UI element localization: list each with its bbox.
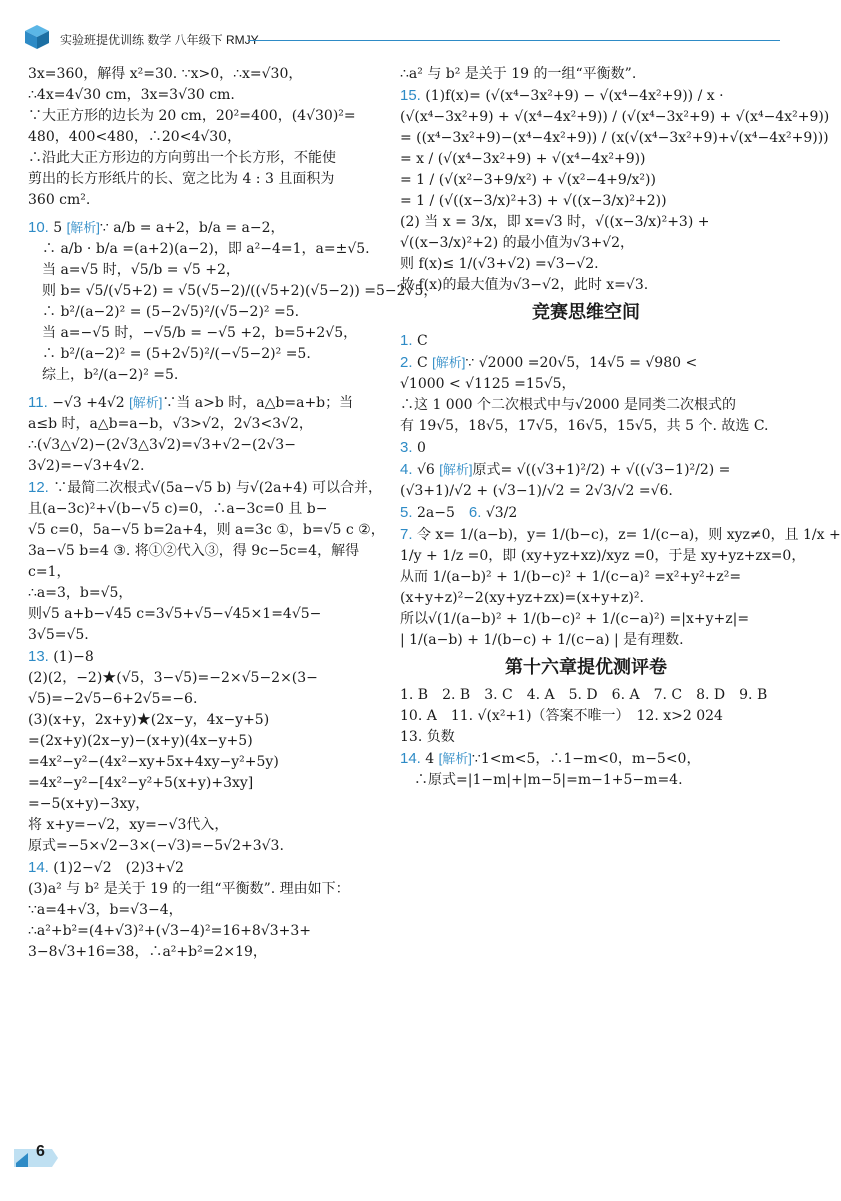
line-text: 4 [420, 751, 439, 767]
line-text: ∴沿此大正方形边的方向剪出一个长方形，不能使 [28, 150, 336, 166]
line-text: = x / (√(x⁴−3x²+9) + √(x⁴−4x²+9)) [400, 151, 646, 167]
text-line [400, 502, 772, 524]
page-header [0, 0, 800, 62]
line-text: ∴a² 与 b² 是关于 19 的一组“平衡数”. [400, 66, 637, 82]
line-text: =4x²−y²−(4x²−xy+5x+4xy−y²+5y) [28, 754, 279, 770]
text-line [28, 499, 383, 520]
text-line [28, 900, 383, 921]
section-title: 竞赛思维空间 [532, 302, 640, 323]
text-line [28, 921, 383, 942]
text-line [28, 794, 383, 815]
text-line [400, 481, 772, 502]
line-text: (3)(x+y，2x+y)★(2x−y，4x−y+5) [28, 712, 270, 728]
line-text: C [412, 333, 428, 349]
text-line [400, 395, 772, 416]
line-text: C [412, 355, 433, 371]
text-line [400, 275, 772, 296]
text-line [28, 879, 383, 900]
line-text: 所以√(1/(a−b)² + 1/(b−c)² + 1/(c−a)²) =|x+y+z|= [400, 611, 750, 627]
question-number: 4. [400, 461, 413, 478]
line-text: (2) 当 x = 3/x，即 x=√3 时，√((x−3/x)²+3) + [400, 214, 710, 230]
line-text: 1. B 2. B 3. C 4. A 5. D 6. A 7. C 8. D 9. B [400, 687, 768, 703]
line-text: 综上，b²/(a−2)² =5. [28, 367, 179, 383]
text-line [28, 689, 383, 710]
line-text: ∵大正方形的边长为 20 cm，20²=400，(4√30)²= [28, 108, 356, 124]
text-line [28, 106, 383, 127]
line-text: 当 a=−√5 时，−√5/b = −√5 +2，b=5+2√5， [28, 325, 358, 341]
line-text: = 1 / (√(x²−3+9/x²) + √(x²−4+9/x²)) [400, 172, 656, 188]
text-line [400, 107, 830, 128]
text-line [400, 128, 829, 149]
question-number: 10. [28, 219, 49, 236]
line-text: 480，400<480，∴20<4√30， [28, 129, 242, 145]
line-text: ∴a²+b²=(4+√3)²+(√3−4)²=16+8√3+3+ [28, 923, 312, 939]
text-line [400, 416, 772, 437]
text-line [28, 477, 383, 499]
text-line [28, 344, 383, 365]
header-title: 实验班提优训练 数学 八年级下 RMJY [60, 33, 259, 47]
text-line [28, 365, 383, 386]
text-line [400, 64, 772, 85]
question-number: 14. [400, 750, 421, 767]
line-text: √6 [412, 462, 440, 478]
line-text: 3−8√3+16=38，∴a²+b²=2×19， [28, 944, 267, 960]
line-text: (2)(2，−2)★(√5，3−√5)=−2×√5−2×(3− [28, 670, 318, 686]
text-line [28, 392, 383, 414]
line-text: (√(x⁴−3x²+9) + √(x⁴−4x²+9)) / (√(x⁴−3x²+9) + √(x⁴−4x²+9)) [400, 109, 830, 125]
text-line [400, 770, 772, 791]
text-line [28, 323, 383, 344]
text-line [400, 191, 772, 212]
line-text: ∴ a/b · b/a =(a+2)(a−2)，即 a²−4=1，a=±√5. [28, 241, 370, 257]
line-text: (1)f(x)= (√(x⁴−3x²+9) − √(x⁴−4x²+9)) / x · [420, 88, 724, 104]
question-number: 12. [28, 479, 49, 496]
text-line [28, 646, 383, 668]
question-number: 2. [400, 354, 413, 371]
line-text: = ((x⁴−3x²+9)−(x⁴−4x²+9)) / (x(√(x⁴−3x²+9)+√(x⁴−4x²+9))) [400, 130, 829, 146]
line-text: (1)2−√2 (2)3+√2 [48, 860, 184, 876]
line-text: 360 cm². [28, 192, 91, 208]
text-line [28, 583, 383, 604]
text-line [28, 414, 383, 435]
question-number: 14. [28, 859, 49, 876]
line-text: ∵ √2000 =20√5，14√5 = √980 < [465, 355, 698, 371]
line-text: √3/2 [481, 505, 518, 521]
line-text: 2a−5 [412, 505, 469, 521]
line-text: 10. A 11. √(x²+1)（答案不唯一） 12. x>2 024 [400, 708, 723, 724]
line-text: ∴原式=|1−m|+|m−5|=m−1+5−m=4. [400, 772, 683, 788]
line-text: ∴这 1 000 个二次根式中与√2000 是同类二次根式的 [400, 397, 736, 413]
text-line [400, 609, 772, 630]
text-line [28, 815, 383, 836]
line-text: −√3 +4√2 [47, 395, 130, 411]
text-line [400, 748, 772, 770]
text-line [400, 233, 772, 254]
line-text: (√3+1)/√2 + (√3−1)/√2 = 2√3/√2 =√6. [400, 483, 673, 499]
text-line [28, 190, 383, 211]
line-text: √((x−3/x)²+2) 的最小值为√3+√2， [400, 235, 635, 251]
text-line [28, 752, 383, 773]
line-text: a≤b 时，a△b=a−b，√3>√2，2√3<3√2， [28, 416, 313, 432]
text-line [400, 727, 772, 748]
text-line [28, 148, 383, 169]
line-text: 且(a−3c)²+√(b−√5 c)=0，∴a−3c=0 且 b− [28, 501, 328, 517]
line-text: 0 [412, 440, 426, 456]
question-number: 6. [468, 504, 482, 521]
analysis-tag: [解析] [66, 220, 100, 235]
line-text: 1/y + 1/z =0，即 (xy+yz+xz)/xyz =0，于是 xy+yz+zx=0， [400, 548, 806, 564]
text-line [400, 352, 772, 374]
text-line [400, 149, 772, 170]
analysis-tag: [解析] [129, 395, 163, 410]
line-text: ∴ b²/(a−2)² = (5−2√5)²/(√5−2)² =5. [28, 304, 300, 320]
line-text: (3)a² 与 b² 是关于 19 的一组“平衡数”. 理由如下： [28, 881, 350, 897]
text-line [400, 85, 772, 107]
page-number: 6 [36, 1143, 45, 1160]
analysis-tag: [解析] [438, 751, 472, 766]
line-text: =4x²−y²−[4x²−y²+5(x+y)+3xy] [28, 775, 254, 791]
line-text: 3x=360，解得 x²=30. ∵x>0，∴x=√30， [28, 66, 303, 82]
text-line [400, 630, 772, 651]
line-text: 原式= √((√3+1)²/2) + √((√3−1)²/2) = [472, 462, 731, 478]
line-text: ∵ a/b = a+2，b/a = a−2， [99, 220, 285, 236]
analysis-tag: [解析] [432, 355, 466, 370]
line-text: ∴(√3△√2)−(2√3△3√2)=√3+√2−(2√3− [28, 437, 296, 453]
text-line [28, 85, 383, 106]
section-title: 第十六章提优测评卷 [505, 657, 667, 678]
text-line [28, 281, 438, 302]
line-text: c=1， [28, 564, 71, 580]
book-cube-icon [22, 22, 52, 52]
line-text: 则 b= √5/(√5+2) = √5(√5−2)/((√5+2)(√5−2)) =5−2√5， [28, 283, 438, 299]
text-line [28, 64, 383, 85]
text-line [400, 330, 772, 352]
text-line [28, 773, 383, 794]
text-line [28, 302, 383, 323]
text-line [28, 217, 383, 239]
line-text: 13. 负数 [400, 729, 455, 745]
line-text: ∴a=3，b=√5， [28, 585, 133, 601]
text-line [28, 260, 383, 281]
line-text: (x+y+z)²−2(xy+yz+zx)=(x+y+z)². [400, 590, 644, 606]
text-line [28, 239, 383, 260]
question-number: 15. [400, 87, 421, 104]
text-line [400, 459, 772, 481]
line-text: ∴ b²/(a−2)² = (5+2√5)²/(−√5−2)² =5. [28, 346, 311, 362]
line-text: ∴4x=4√30 cm，3x=3√30 cm. [28, 87, 235, 103]
text-line [400, 437, 772, 459]
text-line [28, 710, 383, 731]
text-line [28, 731, 383, 752]
text-line [28, 625, 383, 646]
line-text: 当 a=√5 时，√5/b = √5 +2， [28, 262, 240, 278]
line-text: 故 f(x)的最大值为√3−√2，此时 x=√3. [400, 277, 649, 293]
text-line [28, 836, 383, 857]
text-line [28, 541, 383, 562]
line-text: 有 19√5，18√5，17√5，16√5，15√5，共 5 个. 故选 C. [400, 418, 769, 434]
line-text: | 1/(a−b) + 1/(b−c) + 1/(c−a) | 是有理数. [400, 632, 684, 648]
text-line [400, 588, 772, 609]
line-text: 3a−√5 b=4 ③. 将①②代入③，得 9c−5c=4，解得 [28, 543, 360, 559]
text-line [400, 546, 806, 567]
text-line [28, 435, 383, 456]
text-line [28, 169, 383, 190]
line-text: ∵最简二次根式√(5a−√5 b) 与√(2a+4) 可以合并， [48, 480, 383, 496]
line-text: 剪出的长方形纸片的长、宽之比为 4 : 3 且面积为 [28, 171, 335, 187]
line-text: √5)=−2√5−6+2√5=−6. [28, 691, 198, 707]
text-line [400, 524, 841, 546]
right-column [400, 64, 841, 791]
line-text: 则 f(x)≤ 1/(√3+√2) =√3−√2. [400, 256, 599, 272]
question-number: 5. [400, 504, 413, 521]
question-number: 1. [400, 332, 413, 349]
text-line [400, 254, 772, 275]
line-text: 3√2)=−√3+4√2. [28, 458, 145, 474]
question-number: 11. [28, 394, 48, 411]
text-line [28, 668, 383, 689]
line-text: √5 c=0，5a−√5 b=2a+4，则 a=3c ①，b=√5 c ②， [28, 522, 385, 538]
line-text: =(2x+y)(2x−y)−(x+y)(4x−y+5) [28, 733, 253, 749]
text-line [400, 170, 772, 191]
text-line [28, 127, 383, 148]
line-text: 从而 1/(a−b)² + 1/(b−c)² + 1/(c−a)² =x²+y²+z²= [400, 569, 742, 585]
text-line [400, 685, 772, 706]
question-number: 13. [28, 648, 49, 665]
text-line [28, 857, 383, 879]
text-line [400, 567, 772, 588]
text-line [400, 212, 772, 233]
line-text: =−5(x+y)−3xy， [28, 796, 150, 812]
question-number: 7. [400, 526, 413, 543]
analysis-tag: [解析] [439, 462, 473, 477]
line-text: 3√5=√5. [28, 627, 89, 643]
line-text: 令 x= 1/(a−b)，y= 1/(b−c)，z= 1/(c−a)，则 xyz≠0，且 1/x + [412, 527, 841, 543]
line-text: 原式=−5×√2−3×(−√3)=−5√2+3√3. [28, 838, 284, 854]
text-line [28, 456, 383, 477]
line-text: 则√5 a+b−√45 c=3√5+√5−√45×1=4√5− [28, 606, 322, 622]
line-text: ∵a=4+√3，b=√3−4， [28, 902, 183, 918]
text-line [400, 374, 772, 395]
question-number: 3. [400, 439, 413, 456]
line-text: 5 [48, 220, 67, 236]
line-text: ∵1<m<5，∴1−m<0，m−5<0， [471, 751, 701, 767]
line-text: = 1 / (√((x−3/x)²+3) + √((x−3/x)²+2)) [400, 193, 667, 209]
line-text: ∵当 a>b 时，a△b=a+b；当 [162, 395, 354, 411]
line-text: √1000 < √1125 =15√5， [400, 376, 576, 392]
line-text: 将 x+y=−√2，xy=−√3代入， [28, 817, 229, 833]
line-text: (1)−8 [48, 649, 94, 665]
header-rule [248, 40, 780, 41]
text-line [28, 604, 383, 625]
text-line [28, 520, 383, 541]
text-line [28, 942, 383, 963]
text-line [28, 562, 383, 583]
text-line [400, 706, 772, 727]
